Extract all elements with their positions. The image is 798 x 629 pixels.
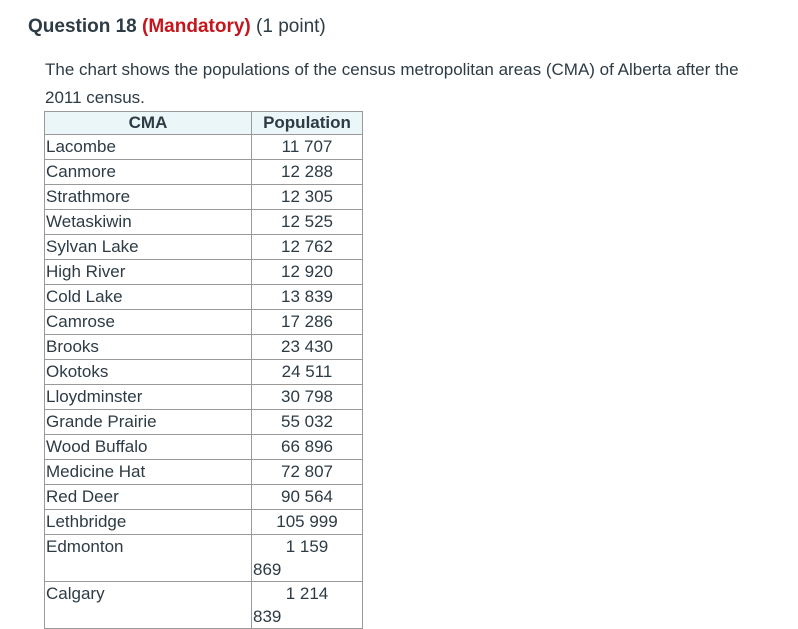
table-row <box>45 410 363 435</box>
population-cell: 12 525 <box>252 210 363 235</box>
table-row <box>45 160 363 185</box>
cma-name-cell: Brooks <box>45 335 252 360</box>
population-table <box>44 111 363 629</box>
population-cell <box>252 582 363 629</box>
cma-name-cell: Calgary <box>45 582 252 629</box>
cma-name-cell: Lacombe <box>45 135 252 160</box>
table-row <box>45 310 363 335</box>
table-row <box>45 535 363 582</box>
table-row <box>45 285 363 310</box>
table-row <box>45 235 363 260</box>
cma-name-cell: High River <box>45 260 252 285</box>
population-line-2: 839 <box>253 607 282 626</box>
population-line-1: 1 214 <box>285 584 329 603</box>
population-cell: 12 305 <box>252 185 363 210</box>
population-cell: 13 839 <box>252 285 363 310</box>
population-cell: 17 286 <box>252 310 363 335</box>
cma-name-cell: Edmonton <box>45 535 252 582</box>
question-header <box>28 16 326 38</box>
population-line-2: 869 <box>253 560 282 579</box>
cma-name-cell: Canmore <box>45 160 252 185</box>
table-row <box>45 385 363 410</box>
table-row <box>45 435 363 460</box>
cma-name-cell: Lloydminster <box>45 385 252 410</box>
table-row <box>45 460 363 485</box>
table-row <box>45 360 363 385</box>
population-cell: 90 564 <box>252 485 363 510</box>
population-cell: 12 288 <box>252 160 363 185</box>
cma-name-cell: Cold Lake <box>45 285 252 310</box>
population-cell: 23 430 <box>252 335 363 360</box>
table-header-row <box>45 112 363 135</box>
cma-name-cell: Strathmore <box>45 185 252 210</box>
population-cell <box>252 535 363 582</box>
population-cell: 66 896 <box>252 435 363 460</box>
cma-name-cell: Red Deer <box>45 485 252 510</box>
table-row <box>45 510 363 535</box>
population-cell: 11 707 <box>252 135 363 160</box>
table-row <box>45 335 363 360</box>
table-row <box>45 485 363 510</box>
cma-name-cell: Grande Prairie <box>45 410 252 435</box>
cma-name-cell: Wood Buffalo <box>45 435 252 460</box>
mandatory-label: (Mandatory) <box>142 16 251 37</box>
cma-name-cell: Medicine Hat <box>45 460 252 485</box>
question-text: The chart shows the populations of the census metropolitan areas (CMA) of Alberta after the 2011 census. <box>45 60 739 107</box>
cma-name-cell: Sylvan Lake <box>45 235 252 260</box>
population-cell: 55 032 <box>252 410 363 435</box>
table-row <box>45 582 363 629</box>
question-title: Question 18 <box>28 16 137 37</box>
cma-name-cell: Wetaskiwin <box>45 210 252 235</box>
population-cell: 12 762 <box>252 235 363 260</box>
population-cell: 72 807 <box>252 460 363 485</box>
table-row <box>45 260 363 285</box>
population-cell: 12 920 <box>252 260 363 285</box>
column-header-population: Population <box>252 112 363 135</box>
population-line-1: 1 159 <box>285 537 329 556</box>
points-label: (1 point) <box>256 16 326 37</box>
cma-name-cell: Camrose <box>45 310 252 335</box>
column-header-cma: CMA <box>45 112 252 135</box>
population-cell: 24 511 <box>252 360 363 385</box>
table-row <box>45 210 363 235</box>
population-cell: 30 798 <box>252 385 363 410</box>
cma-name-cell: Lethbridge <box>45 510 252 535</box>
population-cell: 105 999 <box>252 510 363 535</box>
cma-name-cell: Okotoks <box>45 360 252 385</box>
table-row <box>45 185 363 210</box>
table-row <box>45 135 363 160</box>
